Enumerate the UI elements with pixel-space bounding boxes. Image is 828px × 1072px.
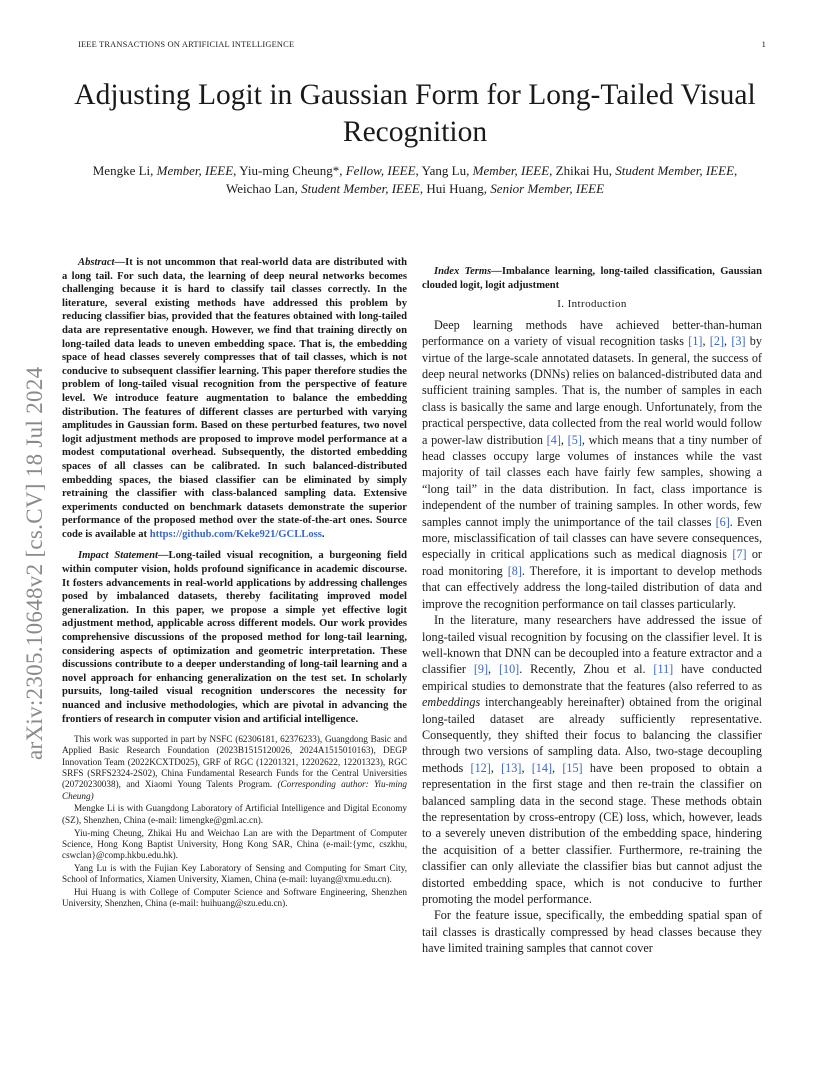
paper-title: Adjusting Logit in Gaussian Form for Long-Tailed Visual Recognition: [74, 79, 756, 148]
running-head: [78, 40, 766, 49]
paragraph-text: embeddings: [422, 695, 481, 710]
citation-link[interactable]: [2]: [709, 334, 725, 349]
author-name: Mengke Li: [92, 163, 151, 178]
citation-link[interactable]: [12]: [470, 760, 491, 775]
paragraph-text: . Therefore, it is important to develop methods that can effectively address the long-tailed distribution of data and improve the recognition performance on tail classes particularly.: [422, 563, 762, 611]
citation-link[interactable]: [8]: [507, 563, 522, 578]
paragraph-text: ,: [521, 760, 532, 775]
impact-text: Long-tailed visual recognition, a burgeoning field within computer vision, holds profound significance in academic discourse. It fosters advancements in real-world applications by addressing challenges posed by imbalanced datasets, thereby facilitating improved model generalization. In this paper, we propose a simple yet effective logit adjustment method, applicable across different models. Our work provides comprehensive discussions of the proposed method for long-tail learning, considering aspects of optimization and geometric interpretation. These discussions contribute to a deeper understanding of long-tail learning and a novel approach for enhancing generalization on the test set. In scholarly pursuits, long-tailed visual recognition underscores the necessity for nuanced and inclusive methodologies, which are pivotal in advancing the frontiers of research in computer vision and artificial intelligence.: [62, 550, 407, 725]
paragraph-text: . Even more, misclassification of tail classes can have severe consequences, especially in critical applications such as medical diagnosis: [422, 514, 762, 562]
paragraph-text: interchangeably hereinafter) obtained from the original long-tailed dataset are already sufficiently representative. Consequently, they shifted their focus to balancing the classifier through two versions of sampling data. Also, two-stage decoupling methods: [422, 695, 762, 775]
footnotes: [62, 734, 407, 909]
corresponding-author: (Corresponding author: Yiu-ming Cheung): [62, 779, 407, 801]
citation-link[interactable]: [11]: [653, 662, 674, 677]
impact-statement: Impact Statement—Long-tailed visual recognition, a burgeoning field within computer vision, holds profound significance in academic discourse. It fosters advancements in real-world applications by addressing challenges posed by imbalanced datasets, thereby facilitating improved model generalization. In this paper, we propose a simple yet effective logit adjustment method, applicable across different models. Our work provides comprehensive discussions of the proposed method for long-tail learning, considering aspects of optimization and geometric interpretation. These discussions contribute to a deeper understanding of long-tail learning and a novel approach for enhancing generalization on the test set. In scholarly pursuits, long-tailed visual recognition underscores the necessity for nuanced and inclusive methodologies, which are pivotal in advancing the frontiers of research in computer vision and artificial intelligence.: [62, 550, 407, 725]
abstract-label: Abstract: [78, 257, 115, 268]
paragraph-text: ,: [490, 760, 502, 775]
paragraph-text: ,: [560, 432, 568, 447]
affiliation-note: Hui Huang is with College of Computer Science and Software Engineering, Shenzhen University, Shenzhen, China (e-mail: huihuang@szu.edu.cn).: [62, 887, 407, 909]
affiliation-note: Yang Lu is with the Fujian Key Laboratory of Sensing and Computing for Smart City, School of Informatics, Xiamen University, Xiamen, China (e-mail: luyang@xmu.edu.cn).: [62, 862, 407, 885]
citation-link[interactable]: [10]: [498, 662, 520, 677]
intro-paragraph-1: [422, 317, 762, 612]
author-role: Member, IEEE: [472, 163, 550, 178]
journal-name: IEEE TRANSACTIONS ON ARTIFICIAL INTELLIGENCE: [78, 40, 295, 49]
author-role: Student Member, IEEE: [301, 181, 420, 196]
paragraph-text: ,: [552, 760, 563, 775]
paragraph-text: have been proposed to obtain a representation in the first stage and then re-train the classifier on balanced sampling data in the second stage. These methods obtain the representation by cross-entropy (CE) loss, which, however, leads to a severely uneven distribution of the embedding space, hindering the acquisition of a better classifier. Furthermore, re-training the classifier can only alleviate the classifier bias but cannot adjust the distorted embedding space, which is not conducive to further promoting the model performance.: [422, 760, 763, 906]
author-role: Member, IEEE: [156, 163, 234, 178]
citation-link[interactable]: [6]: [715, 514, 730, 529]
author-role: Student Member, IEEE: [615, 163, 735, 178]
citation-link[interactable]: [15]: [562, 760, 583, 775]
paragraph-text: by virtue of the large-scale annotated datasets. In general, the success of deep neural networks (DNNs) relies on balanced-distributed data and sufficient training samples. That is, the number of samples in each class is basically the same and large enough. Unfortunately, from the practical perspective, data collected from the real world would follow a power-law distribution: [422, 334, 762, 447]
source-code-link[interactable]: https://github.com/Keke921/GCLLoss: [149, 528, 322, 540]
abstract: Abstract—It is not uncommon that real-world data are distributed with a long tail. For such data, the learning of deep neural networks becomes challenging because it is hard to classify tail classes correctly. In the literature, several existing methods have addressed this problem by reducing classifier bias, provided that the features obtained with long-tailed data are representative enough. However, we find that training directly on long-tailed data leads to uneven embedding space. That is, the embedding space of head classes severely compresses that of tail classes, which is not conducive to subsequent classifier learning. This paper therefore studies the problem of long-tailed visual recognition from the perspective of feature level. We introduce feature augmentation to balance the embedding distribution. The features of different classes are perturbed with varying amplitudes in Gaussian form. Based on these perturbed features, two novel logit adjustment methods are proposed to improve model performance at a modest computational overhead. Subsequently, the distorted embedding spaces of all classes can be calibrated. In such balanced-distributed embedding spaces, the biased classifier can be eliminated by simply retraining the classifier with class-balanced sampling data. Extensive experiments conducted on benchmark datasets demonstrate the superior performance of the proposed method over the state-of-the-art ones. Source code is available at https://github.com/Keke921/GCLLoss.: [62, 257, 407, 540]
citation-link[interactable]: [9]: [473, 662, 489, 677]
author-name: Yang Lu: [421, 163, 467, 178]
paragraph-text: Deep learning methods have achieved better-than-human performance on a variety of visual recognition tasks: [422, 317, 762, 349]
paragraph-text: ,: [724, 334, 732, 349]
index-terms-text: Imbalance learning, long-tailed classification, Gaussian clouded logit, logit adjustment: [422, 266, 762, 291]
author-name: Yiu-ming Cheung*: [239, 163, 340, 178]
paragraph-text: have conducted empirical studies to demonstrate that the features (also referred to as: [422, 662, 763, 693]
paragraph-text: ,: [488, 662, 499, 677]
page-number: 1: [761, 40, 766, 49]
paragraph-text: . Recently, Zhou et al.: [519, 662, 654, 677]
funding-note: This work was supported in part by NSFC (62306181, 62376233), Guangdong Basic and Applied Basic Research Foundation (2023B1515120026, 2024A1515010163), DEGP Innovation Team (2022KCXTD025), GRF of RGC (12201321, 12202622, 12201323), RGC SRFS (SRFS2324-2S02), China Fundamental Research Funds for the Central Universities (20720230038), and Xiaomi Young Talents Program. (Corresponding author: Yiu-ming Cheung): [62, 734, 407, 801]
author-role: Senior Member, IEEE: [490, 181, 605, 196]
impact-label: Impact Statement: [78, 550, 158, 562]
section-heading: I. Introduction: [557, 298, 627, 311]
paragraph-text: , which means that a tiny number of head classes occupy large volumes of instances while the vast majority of tail classes each have fairly few samples, showing a “long tail” in the data distribution. In fact, class importance is independent of the number of training samples. In other words, few samples cannot imply the unimportance of the tail classes: [422, 432, 762, 529]
citation-link[interactable]: [7]: [732, 547, 747, 562]
intro-paragraph-3: For the feature issue, specifically, the embedding spatial span of tail classes is drastically compressed by head classes because they have limited training samples that cannot cover: [422, 908, 762, 956]
author-name: Weichao Lan: [225, 181, 295, 196]
citation-link[interactable]: [14]: [531, 760, 553, 775]
affiliation-note: Mengke Li is with Guangdong Laboratory of Artificial Intelligence and Digital Economy (SZ), Shenzhen, China (e-mail: limengke@gml.ac.cn).: [62, 803, 407, 825]
left-column: [62, 256, 407, 911]
arxiv-stamp: arXiv:2305.10648v2 [cs.CV] 18 Jul 2024: [22, 366, 47, 760]
paragraph-text: In the literature, many researchers have addressed the issue of long-tailed visual recognition by focusing on the classifier level. It is well-known that DNN can be decoupled into a feature extractor and a classifier: [422, 613, 762, 677]
abstract-text: It is not uncommon that real-world data are distributed with a long tail. For such data, the learning of deep neural networks becomes challenging because it is hard to classify tail classes correctly. In the literature, several existing methods have addressed this problem by reducing classifier bias, provided that the features obtained with long-tailed data are representative enough. However, we find that training directly on long-tailed data leads to uneven embedding space. That is, the embedding space of head classes severely compresses that of tail classes, which is not conducive to subsequent classifier learning. This paper therefore studies the problem of long-tailed visual recognition from the perspective of feature level. We introduce feature augmentation to balance the embedding distribution. The features of different classes are perturbed with varying amplitudes in Gaussian form. Based on these perturbed features, two novel logit adjustment methods are proposed to improve model performance at a modest computational overhead. Subsequently, the distorted embedding spaces of all classes can be calibrated. In such balanced-distributed embedding spaces, the biased classifier can be eliminated by simply retraining the classifier with class-balanced sampling data. Extensive experiments conducted on benchmark datasets demonstrate the superior performance of the proposed method over the state-of-the-art ones. Source code is available at: [62, 257, 407, 540]
citation-link[interactable]: [13]: [501, 760, 522, 775]
citation-link[interactable]: [1]: [688, 334, 703, 349]
index-terms: Index Terms—Imbalance learning, long-tailed classification, Gaussian clouded logit, logit adjustment: [422, 266, 762, 291]
affiliation-note: Yiu-ming Cheung, Zhikai Hu and Weichao Lan are with the Department of Computer Science, Hong Kong Baptist University, Hong Kong SAR, China (e-mail:{ymc, cszkhu, cswclan}@comp.hkbu.edu.hk).: [62, 827, 407, 861]
author-list: Mengke Li, Member, IEEE, Yiu-ming Cheung*, Fellow, IEEE, Yang Lu, Member, IEEE, Zhikai Hu, Student Member, IEEE, Weichao Lan, Student Member, IEEE, Hui Huang, Senior Member, IEEE: [92, 163, 738, 196]
citation-link[interactable]: [4]: [546, 432, 561, 447]
right-column: [422, 265, 762, 957]
author-name: Zhikai Hu: [555, 163, 609, 178]
citation-link[interactable]: [5]: [567, 432, 582, 447]
author-role: Fellow, IEEE: [345, 163, 416, 178]
paragraph-text: or road monitoring: [422, 547, 762, 578]
paragraph-text: ,: [702, 334, 710, 349]
author-name: Hui Huang: [426, 181, 484, 196]
index-terms-label: Index Terms: [434, 266, 492, 277]
citation-link[interactable]: [3]: [731, 334, 746, 349]
intro-paragraph-2: [422, 612, 762, 907]
